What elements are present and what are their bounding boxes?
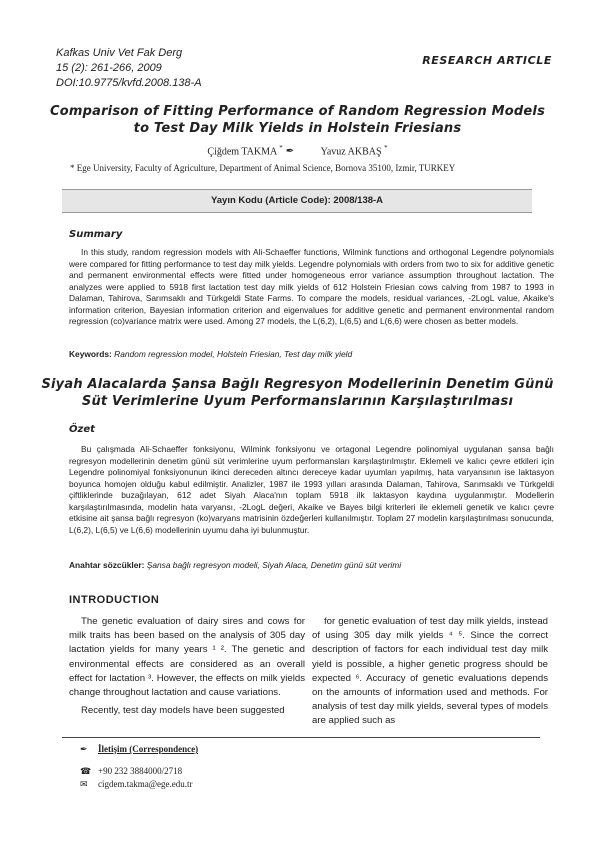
author-1-affil-mark: * xyxy=(279,144,283,152)
keywords-label: Keywords: xyxy=(69,349,112,359)
intro-paragraph-1: The genetic evaluation of dairy sires and cows for milk traits has been based on the analysis of 305 day lactation yields for many years ¹ ². The genetic and environmental effects are considered as an overall effect for lactation ³. However, the effects on milk yields change throughout lactation and cause variations. xyxy=(69,616,305,699)
keywords-tr xyxy=(69,560,554,570)
phone-icon: ☎ xyxy=(80,766,92,776)
journal-volume: 15 (2): 261-266, 2009 xyxy=(56,62,162,74)
article-code-box: Yayın Kodu (Article Code): 2008/138-A xyxy=(62,189,532,213)
authors xyxy=(40,144,555,157)
intro-paragraph-2: Recently, test day models have been suggested xyxy=(81,705,285,717)
author-2 xyxy=(321,144,388,157)
footnote-divider xyxy=(62,737,540,738)
pen-icon: ✒ xyxy=(80,744,88,754)
ozet-heading: Özet xyxy=(69,424,95,435)
title-tr-line-1: Siyah Alacalarda Şansa Bağlı Regresyon Modellerinin Denetim Günü xyxy=(41,377,554,392)
article-type-label: RESEARCH ARTICLE xyxy=(422,54,552,67)
correspondence-email xyxy=(80,779,193,790)
correspondence-title: İletişim (Correspondence) xyxy=(98,744,199,754)
body-column-right xyxy=(312,615,548,729)
correspondence-heading xyxy=(80,744,198,755)
title-en-line-1: Comparison of Fitting Performance of Random Regression Models xyxy=(49,104,546,119)
keywords-list: Random regression model, Holstein Friesian, Test day milk yield xyxy=(114,349,353,359)
intro-paragraph-3: for genetic evaluation of test day milk yields, instead of using 305 day milk yields ⁴ ⁵. Since the correct description of factors for each individual test day milk yield is possible, a higher genetic progress should be expected ⁶. Accuracy of genetic evaluations depends on the amounts of information used and methods. For analysis of test day milk yields, several types of models are applied such as xyxy=(312,616,548,727)
author-2-name: Yavuz AKBAŞ xyxy=(320,146,382,158)
keywords-tr-list: Şansa bağlı regresyon modeli, Siyah Alaca, Denetim günü süt verimi xyxy=(146,560,402,570)
title-en xyxy=(40,103,555,137)
journal-doi: DOI:10.9775/kvfd.2008.138-A xyxy=(56,77,202,89)
phone-number: +90 232 3884000/2718 xyxy=(98,766,183,776)
author-1 xyxy=(207,144,294,157)
author-2-affil-mark: * xyxy=(384,144,388,152)
introduction-heading: INTRODUCTION xyxy=(69,594,160,606)
body-column-left xyxy=(69,615,305,718)
title-tr-line-2: Süt Verimlerine Uyum Performanslarının Karşılaştırılması xyxy=(81,394,514,409)
affiliation: * Ege University, Faculty of Agriculture, Department of Animal Science, Bornova 35100, Izmir, TURKEY xyxy=(70,163,456,173)
pen-icon: ✒ xyxy=(285,146,295,158)
keywords-en xyxy=(69,349,554,359)
author-1-name: Çiğdem TAKMA xyxy=(207,146,277,158)
title-en-line-2: to Test Day Milk Yields in Holstein Friesians xyxy=(133,121,462,136)
summary-heading: Summary xyxy=(69,229,123,240)
summary-text: In this study, random regression models with Ali-Schaeffer functions, Wilmink functions and orthogonal Legendre polynomials were compared for fitting performance to test day milk yields. Legendre polynomials with orders from two to six for additive genetic and permanent environmental effects were fitted under homogeneous error variance assumption throughout lactation. The analyzes were applied to 5918 first lactation test day milk yields of 612 Holstein Friesian cows calving from 1987 to 1993 in Dalaman, Tahirova, Sarımsaklı and Türkgeldi State Farms. To compare the models, residual variances, -2LogL value, Akaike's information criterion, Bayesian information criterion and eigenvalues for additive genetic and permanent environmental random regression (co)variance matrix were used. Among 27 models, the L(6,2), L(6,5) and L(6,6) were chosen as better models. xyxy=(69,247,554,326)
journal-info xyxy=(56,46,202,91)
keywords-tr-label: Anahtar sözcükler: xyxy=(69,560,145,570)
email-address[interactable]: cigdem.takma@ege.edu.tr xyxy=(98,779,193,789)
mail-icon: ✉ xyxy=(80,779,88,789)
journal-name: Kafkas Univ Vet Fak Derg xyxy=(56,47,183,59)
ozet-text: Bu çalışmada Ali-Schaeffer fonksiyonu, Wilmink fonksiyonu ve ortagonal Legendre polinomiyal uygulanan şansa bağlı regresyon modellerinin denetim günü süt verimlerine uyum performansları karşılaştırılmıştır. Eklemeli ve kalıcı çevre etkileri için Legendre polinomiyal fonksiyonunun ikinci dereceden altıncı dereceye kadar uyumları yapılmış, hata varyansının ise laktasyon boyunca homojen olduğu kabul edilmiştir. Analizler, 1987 ile 1993 yılları arasında Dalaman, Tahirova, Sarımsaklı ve Türkgeldi çiftliklerinde buzağılayan, 612 adet Siyah Alaca'nın toplam 5918 ilk laktasyon kaydına uygulanmıştır. Modellerin karşılaştırılmasında, modelin hata varyansı, -2LogL değeri, Akaike ve Bayes bilgi kriterleri ile eklemeli genetik ve kalıcı çevre etkisine ait şansa bağlı regresyon (ko)varyans matrisinin özdeğerleri kullanılmıştır. Toplam 27 modelin karşılaştırılması sonucunda, L(6,2), L(6,5) ve L(6,6) modellerinin uyumu daha iyi bulunmuştur. xyxy=(69,444,554,535)
title-tr xyxy=(40,376,555,410)
correspondence-phone xyxy=(80,766,182,777)
